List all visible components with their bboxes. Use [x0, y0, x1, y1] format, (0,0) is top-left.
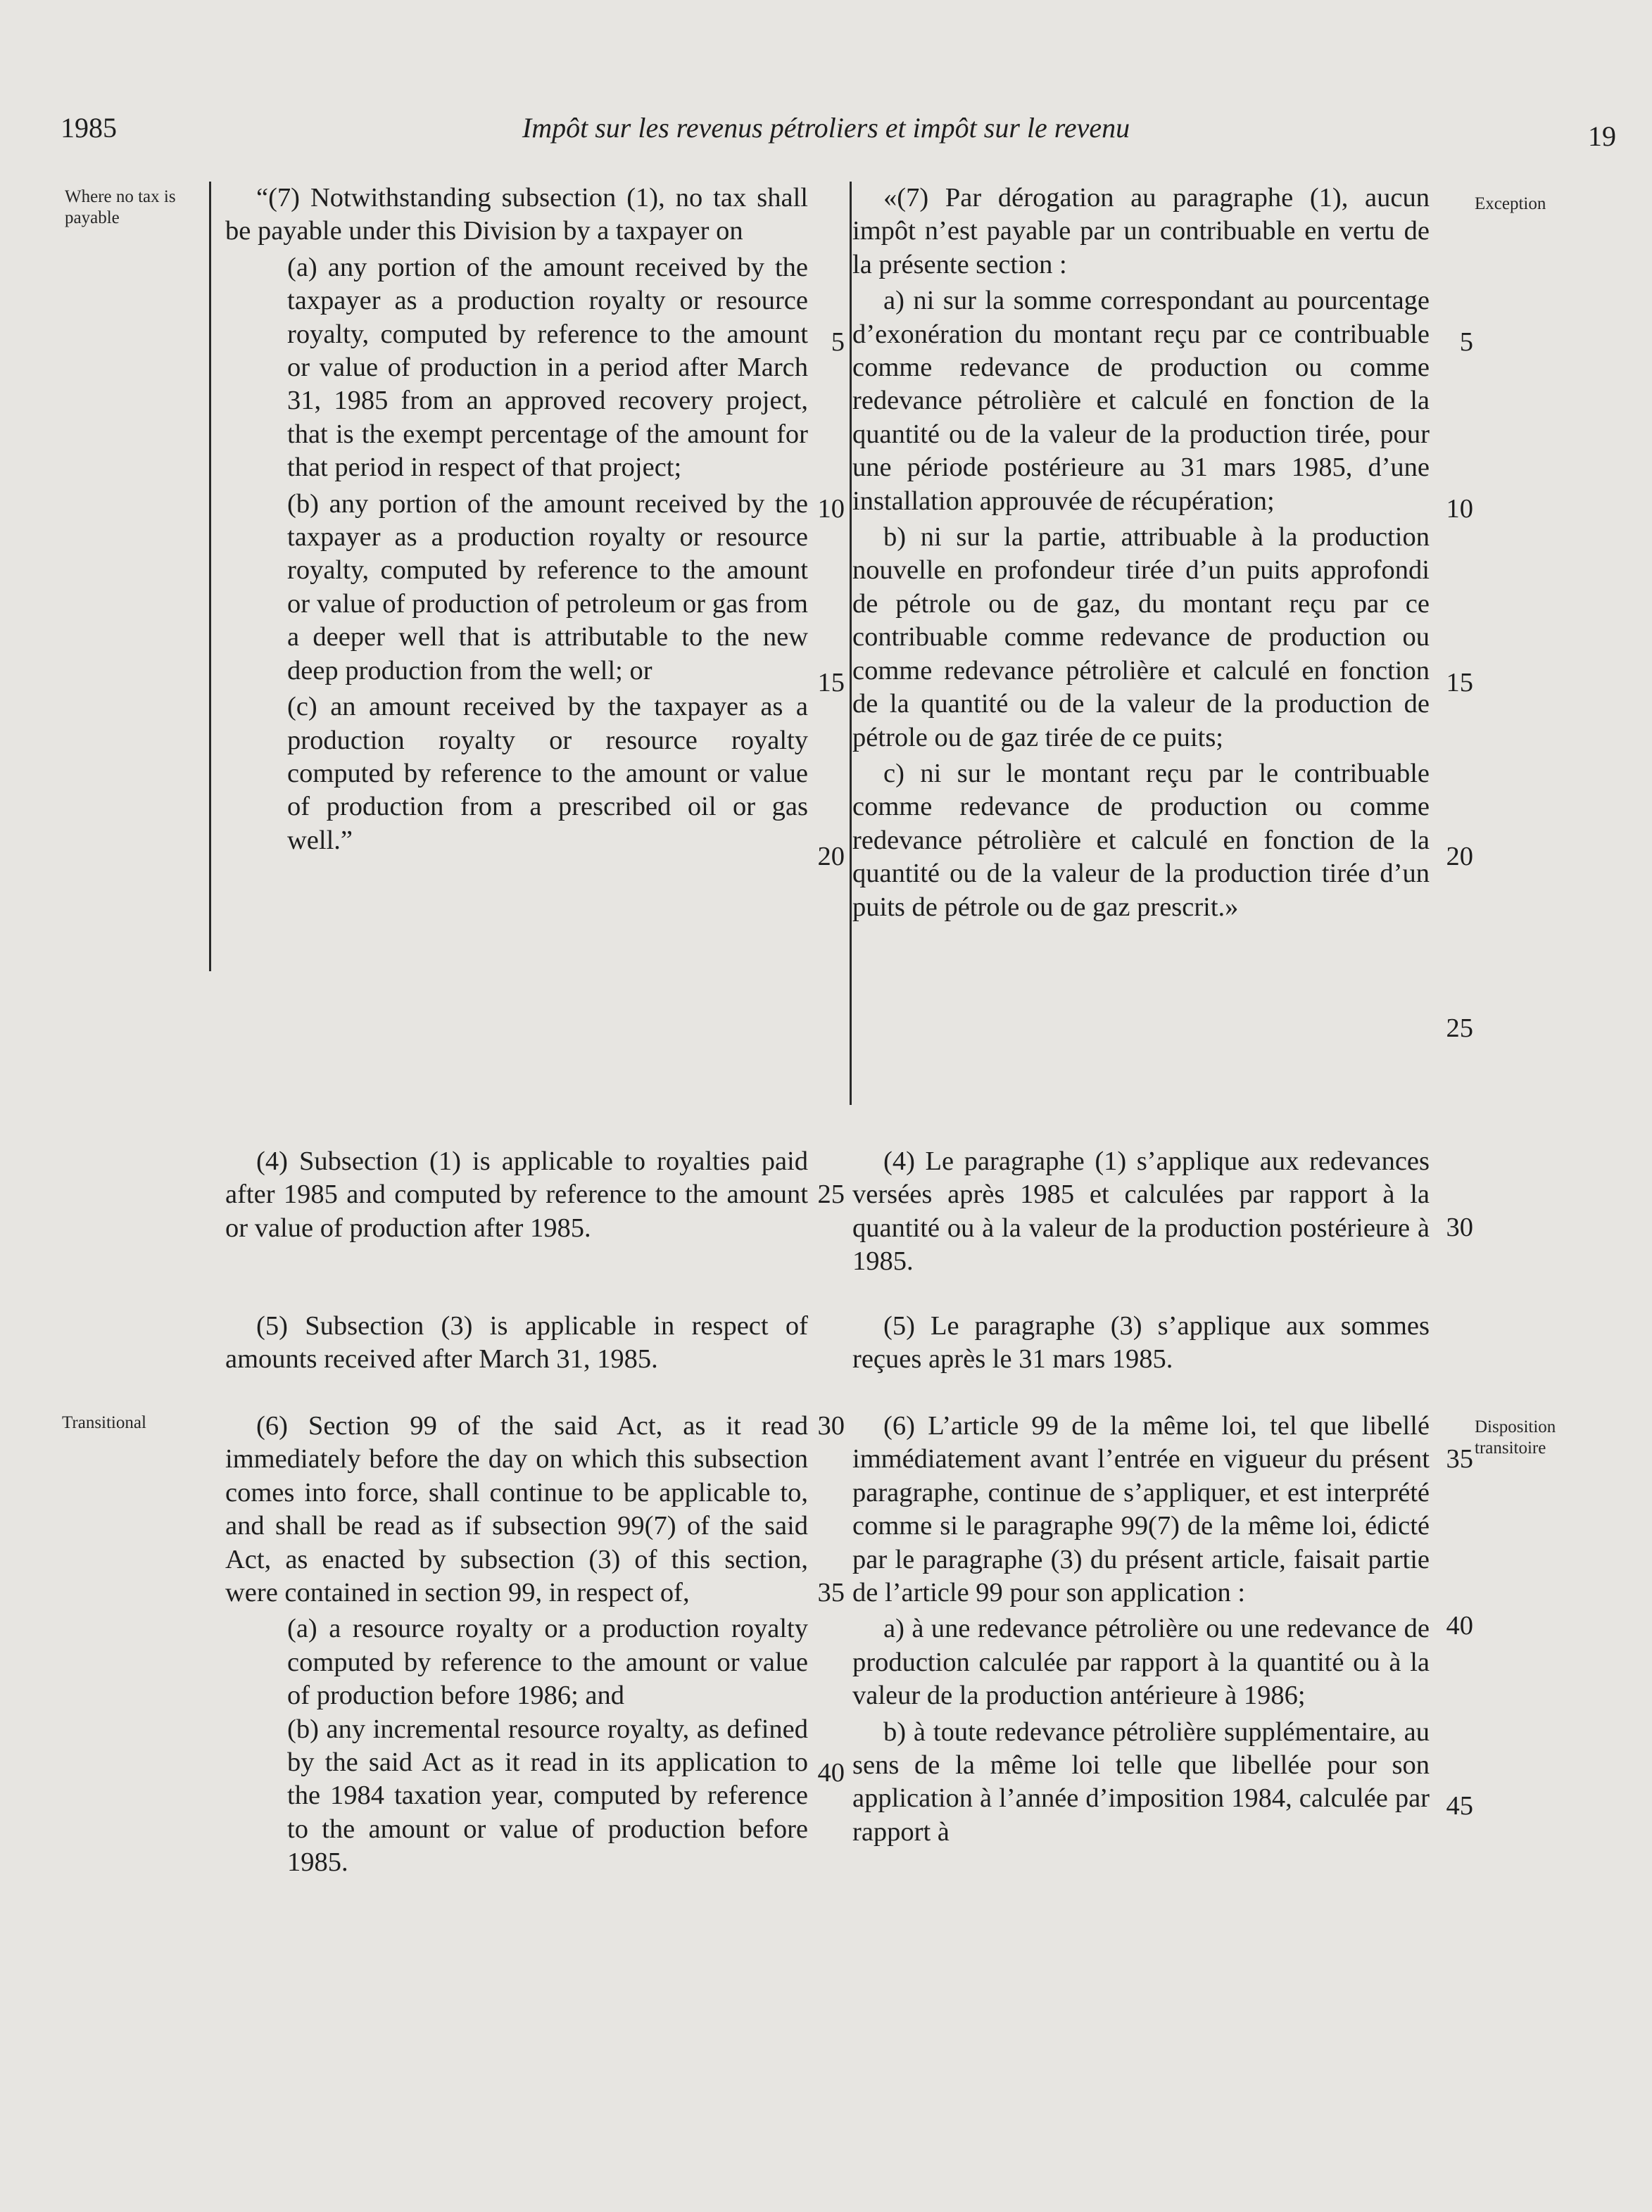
line-number: 15	[1446, 668, 1473, 697]
french-amendment-block	[852, 182, 1430, 924]
line-number: 40	[1446, 1611, 1473, 1641]
fr-subsection-6-paragraph-a: a) à une redevance pétrolière ou une redevance de production calculée par rapport à la quantité ou à la valeur de la production antérieure à 1986;	[852, 1614, 1430, 1711]
line-number: 25	[817, 1180, 845, 1209]
en-subsection-5-text: (5) Subsection (3) is applicable in respect of amounts received after March 31, 1985.	[225, 1311, 808, 1374]
en-subsection-5	[225, 1310, 808, 1377]
fr-subsection-4-text: (4) Le paragraphe (1) s’applique aux redevances versées après 1985 et calculées par rapport à la quantité ou à la valeur de la production postérieure à 1985.	[852, 1146, 1430, 1277]
en-subsection-7-intro: “(7) Notwithstanding subsection (1), no tax shall be payable under this Division by a taxpayer on	[225, 183, 808, 246]
line-number: 10	[1446, 494, 1473, 524]
line-number: 25	[1446, 1013, 1473, 1043]
english-amendment-block	[225, 182, 808, 857]
line-number: 30	[1446, 1213, 1473, 1242]
fr-paragraph-b: b) ni sur la partie, attribuable à la production nouvelle en profondeur tirée d’un puits approfondi de pétrole ou de gaz, du montant reçu par ce contribuable comme redevance de production ou comme redevance pétrolière et calculé en fonction de la quantité ou de la valeur de la production de pétrole ou de gaz tirée de ce puits;	[852, 522, 1430, 752]
en-paragraph-b: (b) any portion of the amount received by the taxpayer as a production royalty or resource royalty, computed by reference to the amount or value of production of petroleum or gas from a deeper well that is attributable to the new deep production from the well; or	[287, 488, 808, 685]
en-subsection-4-text: (4) Subsection (1) is applicable to royalties paid after 1985 and computed by reference to the amount or value of production after 1985.	[225, 1146, 808, 1243]
fr-paragraph-a: a) ni sur la somme correspondant au pourcentage d’exonération du montant reçu par ce contribuable comme redevance de production ou comme redevance pétrolière et calculé en fonction de la quantité ou de la valeur de la production tirée, pour une période postérieure au 31 mars 1985, d’une installation approuvée de récupération;	[852, 286, 1430, 516]
line-number: 20	[1446, 842, 1473, 871]
margin-note-where-no-tax: Where no tax is payable	[65, 187, 176, 227]
fr-subsection-6	[852, 1410, 1430, 1849]
en-subsection-6-paragraph-a: (a) a resource royalty or a production royalty computed by reference to the amount or value of production before 1986; and	[287, 1614, 808, 1711]
margin-note-disposition-transitoire: Disposition transitoire	[1475, 1417, 1556, 1458]
margin-note-transitional: Transitional	[62, 1413, 146, 1432]
fr-paragraph-c: c) ni sur le montant reçu par le contribuable comme redevance de production ou comme redevance pétrolière et calculé en fonction de la quantité ou de la valeur de la production tirée d’un puits de pétrole ou de gaz prescrit.»	[852, 758, 1430, 922]
line-number: 40	[817, 1758, 845, 1788]
line-number: 10	[817, 494, 845, 524]
left-margin-rule	[209, 182, 211, 971]
en-subsection-6-intro: (6) Section 99 of the said Act, as it read immediately before the day on which this subsection comes into force, shall continue to be applicable to, and shall be read as if subsection 99(7) of the said Act, as enacted by subsection (3) of this section, were contained in section 99, in respect of,	[225, 1411, 808, 1608]
line-number: 30	[817, 1411, 845, 1441]
fr-subsection-6-paragraph-b: b) à toute redevance pétrolière supplémentaire, au sens de la même loi telle que libellée pour son application à l’année d’imposition 1984, calculée par rapport à	[852, 1717, 1430, 1847]
fr-subsection-4	[852, 1145, 1430, 1279]
en-paragraph-c: (c) an amount received by the taxpayer as a production royalty or resource royalty computed by reference to the amount or value of production from a prescribed oil or gas well.”	[287, 692, 808, 855]
line-number: 5	[831, 327, 845, 357]
line-number: 15	[817, 668, 845, 697]
fr-subsection-6-intro: (6) L’article 99 de la même loi, tel que libellé immédiatement avant l’entrée en vigueur du présent paragraphe, continue de s’appliquer, et est interprété comme si le paragraphe 99(7) de la même loi, édicté par le paragraphe (3) du présent article, faisait partie de l’article 99 pour son application :	[852, 1411, 1430, 1608]
header-year: 1985	[61, 112, 117, 144]
center-rule	[850, 182, 852, 1105]
line-number: 45	[1446, 1791, 1473, 1821]
fr-subsection-5	[852, 1310, 1430, 1377]
line-number: 35	[817, 1578, 845, 1607]
en-subsection-6	[225, 1410, 808, 1880]
en-subsection-6-paragraph-b: (b) any incremental resource royalty, as defined by the said Act as it read in its application to the 1984 taxation year, computed by reference to the amount or value of production before 1985.	[287, 1714, 808, 1878]
running-title: Impôt sur les revenus pétroliers et impôt sur le revenu	[522, 112, 1130, 144]
margin-note-exception: Exception	[1475, 194, 1546, 213]
page-number: 19	[1588, 120, 1616, 152]
en-paragraph-a: (a) any portion of the amount received by the taxpayer as a production royalty or resource royalty, computed by reference to the amount or value of production in a period after March 31, 1985 from an approved recovery project, that is the exempt percentage of the amount for that period in respect of that project;	[287, 252, 808, 483]
line-number: 35	[1446, 1444, 1473, 1474]
fr-subsection-7-intro: «(7) Par dérogation au paragraphe (1), aucun impôt n’est payable par un contribuable en vertu de la présente section :	[852, 183, 1430, 279]
fr-subsection-5-text: (5) Le paragraphe (3) s’applique aux sommes reçues après le 31 mars 1985.	[852, 1311, 1430, 1374]
line-number: 5	[1459, 327, 1473, 357]
en-subsection-4	[225, 1145, 808, 1245]
line-number: 20	[817, 842, 845, 871]
